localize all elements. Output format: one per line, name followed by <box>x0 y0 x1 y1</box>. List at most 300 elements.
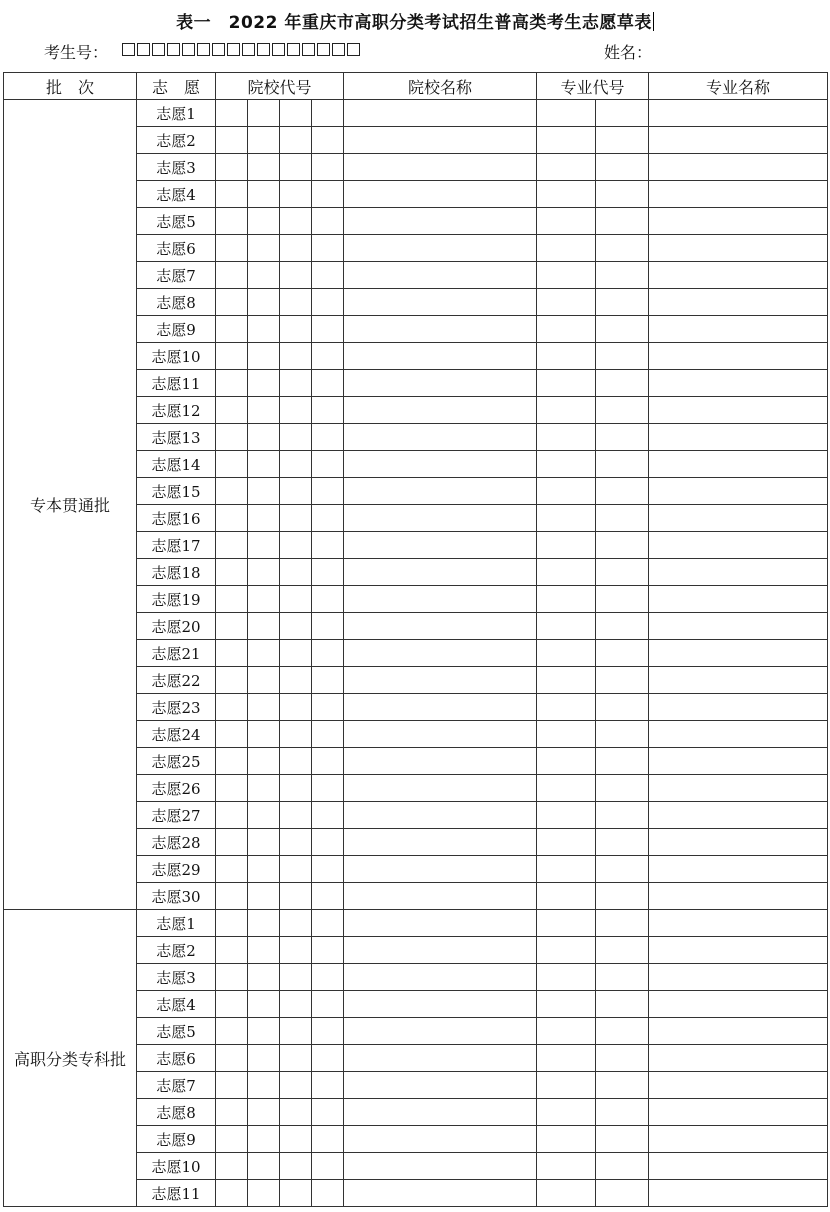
major-code-digit-2[interactable] <box>596 964 649 991</box>
major-name-cell[interactable] <box>649 829 828 856</box>
school-code-digit-2[interactable] <box>248 1126 280 1153</box>
school-code-digit-2[interactable] <box>248 451 280 478</box>
school-name-cell[interactable] <box>344 505 537 532</box>
major-code-digit-1[interactable] <box>537 1126 596 1153</box>
school-name-cell[interactable] <box>344 802 537 829</box>
school-code-digit-2[interactable] <box>248 964 280 991</box>
school-code-digit-1[interactable] <box>216 397 248 424</box>
major-code-digit-1[interactable] <box>537 343 596 370</box>
major-name-cell[interactable] <box>649 802 828 829</box>
major-code-digit-2[interactable] <box>596 667 649 694</box>
school-code-digit-1[interactable] <box>216 127 248 154</box>
major-code-digit-1[interactable] <box>537 937 596 964</box>
school-code-digit-2[interactable] <box>248 208 280 235</box>
major-code-digit-2[interactable] <box>596 235 649 262</box>
school-code-digit-1[interactable] <box>216 1045 248 1072</box>
major-name-cell[interactable] <box>649 478 828 505</box>
major-code-digit-2[interactable] <box>596 721 649 748</box>
school-code-digit-4[interactable] <box>312 370 344 397</box>
major-code-digit-1[interactable] <box>537 1099 596 1126</box>
school-code-digit-3[interactable] <box>280 1180 312 1207</box>
major-name-cell[interactable] <box>649 235 828 262</box>
major-code-digit-2[interactable] <box>596 775 649 802</box>
major-name-cell[interactable] <box>649 424 828 451</box>
school-name-cell[interactable] <box>344 910 537 937</box>
school-code-digit-2[interactable] <box>248 370 280 397</box>
major-code-digit-1[interactable] <box>537 424 596 451</box>
school-code-digit-2[interactable] <box>248 1072 280 1099</box>
school-name-cell[interactable] <box>344 424 537 451</box>
school-code-digit-1[interactable] <box>216 1072 248 1099</box>
major-code-digit-1[interactable] <box>537 1018 596 1045</box>
school-code-digit-2[interactable] <box>248 721 280 748</box>
major-name-cell[interactable] <box>649 289 828 316</box>
school-code-digit-3[interactable] <box>280 1045 312 1072</box>
school-code-digit-1[interactable] <box>216 1099 248 1126</box>
major-name-cell[interactable] <box>649 694 828 721</box>
major-name-cell[interactable] <box>649 910 828 937</box>
exam-number-digit-box[interactable] <box>257 43 270 56</box>
major-name-cell[interactable] <box>649 721 828 748</box>
major-name-cell[interactable] <box>649 154 828 181</box>
major-code-digit-1[interactable] <box>537 397 596 424</box>
major-name-cell[interactable] <box>649 748 828 775</box>
school-name-cell[interactable] <box>344 370 537 397</box>
school-code-digit-1[interactable] <box>216 829 248 856</box>
school-code-digit-2[interactable] <box>248 910 280 937</box>
school-code-digit-1[interactable] <box>216 883 248 910</box>
school-code-digit-4[interactable] <box>312 694 344 721</box>
major-code-digit-2[interactable] <box>596 829 649 856</box>
major-name-cell[interactable] <box>649 667 828 694</box>
school-code-digit-3[interactable] <box>280 640 312 667</box>
school-code-digit-1[interactable] <box>216 694 248 721</box>
school-code-digit-1[interactable] <box>216 1180 248 1207</box>
major-code-digit-1[interactable] <box>537 451 596 478</box>
school-code-digit-3[interactable] <box>280 451 312 478</box>
school-code-digit-3[interactable] <box>280 1099 312 1126</box>
major-code-digit-2[interactable] <box>596 316 649 343</box>
school-code-digit-3[interactable] <box>280 883 312 910</box>
school-code-digit-2[interactable] <box>248 613 280 640</box>
school-code-digit-4[interactable] <box>312 721 344 748</box>
major-name-cell[interactable] <box>649 856 828 883</box>
school-code-digit-3[interactable] <box>280 667 312 694</box>
school-code-digit-4[interactable] <box>312 775 344 802</box>
exam-number-digit-box[interactable] <box>167 43 180 56</box>
school-code-digit-3[interactable] <box>280 586 312 613</box>
school-code-digit-4[interactable] <box>312 856 344 883</box>
major-code-digit-2[interactable] <box>596 1099 649 1126</box>
major-code-digit-2[interactable] <box>596 559 649 586</box>
school-code-digit-1[interactable] <box>216 559 248 586</box>
major-code-digit-1[interactable] <box>537 532 596 559</box>
major-code-digit-1[interactable] <box>537 802 596 829</box>
school-code-digit-4[interactable] <box>312 289 344 316</box>
school-code-digit-3[interactable] <box>280 721 312 748</box>
school-name-cell[interactable] <box>344 856 537 883</box>
school-code-digit-4[interactable] <box>312 667 344 694</box>
major-code-digit-1[interactable] <box>537 181 596 208</box>
major-name-cell[interactable] <box>649 127 828 154</box>
major-name-cell[interactable] <box>649 181 828 208</box>
major-name-cell[interactable] <box>649 208 828 235</box>
school-name-cell[interactable] <box>344 1072 537 1099</box>
major-code-digit-1[interactable] <box>537 721 596 748</box>
exam-number-digit-box[interactable] <box>212 43 225 56</box>
major-code-digit-2[interactable] <box>596 991 649 1018</box>
major-name-cell[interactable] <box>649 262 828 289</box>
major-name-cell[interactable] <box>649 451 828 478</box>
school-code-digit-3[interactable] <box>280 1126 312 1153</box>
major-name-cell[interactable] <box>649 1180 828 1207</box>
school-name-cell[interactable] <box>344 694 537 721</box>
school-code-digit-1[interactable] <box>216 343 248 370</box>
school-code-digit-4[interactable] <box>312 883 344 910</box>
major-code-digit-2[interactable] <box>596 532 649 559</box>
school-code-digit-4[interactable] <box>312 397 344 424</box>
exam-number-digit-box[interactable] <box>317 43 330 56</box>
major-code-digit-1[interactable] <box>537 505 596 532</box>
school-name-cell[interactable] <box>344 667 537 694</box>
school-code-digit-1[interactable] <box>216 640 248 667</box>
school-code-digit-4[interactable] <box>312 235 344 262</box>
major-code-digit-2[interactable] <box>596 343 649 370</box>
major-code-digit-2[interactable] <box>596 208 649 235</box>
major-name-cell[interactable] <box>649 100 828 127</box>
school-name-cell[interactable] <box>344 586 537 613</box>
school-code-digit-3[interactable] <box>280 235 312 262</box>
school-code-digit-2[interactable] <box>248 1153 280 1180</box>
school-name-cell[interactable] <box>344 1126 537 1153</box>
school-code-digit-2[interactable] <box>248 532 280 559</box>
major-code-digit-2[interactable] <box>596 1072 649 1099</box>
major-code-digit-2[interactable] <box>596 127 649 154</box>
school-code-digit-1[interactable] <box>216 370 248 397</box>
school-code-digit-2[interactable] <box>248 478 280 505</box>
major-name-cell[interactable] <box>649 505 828 532</box>
school-name-cell[interactable] <box>344 451 537 478</box>
school-code-digit-2[interactable] <box>248 1099 280 1126</box>
school-code-digit-1[interactable] <box>216 208 248 235</box>
school-code-digit-3[interactable] <box>280 532 312 559</box>
major-code-digit-2[interactable] <box>596 181 649 208</box>
school-name-cell[interactable] <box>344 397 537 424</box>
school-code-digit-1[interactable] <box>216 667 248 694</box>
major-name-cell[interactable] <box>649 775 828 802</box>
school-code-digit-2[interactable] <box>248 289 280 316</box>
school-code-digit-2[interactable] <box>248 829 280 856</box>
major-code-digit-1[interactable] <box>537 775 596 802</box>
school-code-digit-4[interactable] <box>312 586 344 613</box>
exam-number-digit-box[interactable] <box>197 43 210 56</box>
exam-number-boxes[interactable] <box>122 43 360 56</box>
major-name-cell[interactable] <box>649 532 828 559</box>
school-code-digit-3[interactable] <box>280 775 312 802</box>
school-code-digit-3[interactable] <box>280 181 312 208</box>
school-code-digit-1[interactable] <box>216 721 248 748</box>
school-code-digit-3[interactable] <box>280 991 312 1018</box>
school-code-digit-1[interactable] <box>216 991 248 1018</box>
school-code-digit-3[interactable] <box>280 802 312 829</box>
school-code-digit-1[interactable] <box>216 964 248 991</box>
school-code-digit-3[interactable] <box>280 505 312 532</box>
school-code-digit-2[interactable] <box>248 262 280 289</box>
school-code-digit-3[interactable] <box>280 100 312 127</box>
school-code-digit-3[interactable] <box>280 910 312 937</box>
major-name-cell[interactable] <box>649 964 828 991</box>
major-code-digit-1[interactable] <box>537 289 596 316</box>
school-name-cell[interactable] <box>344 1153 537 1180</box>
major-code-digit-1[interactable] <box>537 208 596 235</box>
school-code-digit-3[interactable] <box>280 370 312 397</box>
school-code-digit-3[interactable] <box>280 154 312 181</box>
exam-number-digit-box[interactable] <box>152 43 165 56</box>
major-code-digit-1[interactable] <box>537 154 596 181</box>
major-code-digit-2[interactable] <box>596 451 649 478</box>
major-code-digit-1[interactable] <box>537 316 596 343</box>
school-code-digit-4[interactable] <box>312 964 344 991</box>
school-code-digit-2[interactable] <box>248 667 280 694</box>
major-name-cell[interactable] <box>649 1018 828 1045</box>
school-code-digit-3[interactable] <box>280 289 312 316</box>
major-name-cell[interactable] <box>649 883 828 910</box>
school-code-digit-4[interactable] <box>312 1180 344 1207</box>
school-code-digit-4[interactable] <box>312 559 344 586</box>
major-code-digit-2[interactable] <box>596 856 649 883</box>
school-code-digit-4[interactable] <box>312 1018 344 1045</box>
school-code-digit-4[interactable] <box>312 154 344 181</box>
school-code-digit-2[interactable] <box>248 1180 280 1207</box>
exam-number-digit-box[interactable] <box>332 43 345 56</box>
major-name-cell[interactable] <box>649 1072 828 1099</box>
school-code-digit-2[interactable] <box>248 154 280 181</box>
school-code-digit-4[interactable] <box>312 1126 344 1153</box>
major-code-digit-1[interactable] <box>537 613 596 640</box>
major-code-digit-2[interactable] <box>596 370 649 397</box>
major-code-digit-1[interactable] <box>537 370 596 397</box>
major-code-digit-2[interactable] <box>596 694 649 721</box>
major-code-digit-2[interactable] <box>596 586 649 613</box>
school-name-cell[interactable] <box>344 208 537 235</box>
school-code-digit-2[interactable] <box>248 1045 280 1072</box>
major-code-digit-1[interactable] <box>537 694 596 721</box>
school-code-digit-4[interactable] <box>312 748 344 775</box>
school-code-digit-4[interactable] <box>312 829 344 856</box>
school-code-digit-4[interactable] <box>312 910 344 937</box>
school-code-digit-3[interactable] <box>280 478 312 505</box>
exam-number-digit-box[interactable] <box>137 43 150 56</box>
major-code-digit-2[interactable] <box>596 397 649 424</box>
school-name-cell[interactable] <box>344 181 537 208</box>
major-code-digit-2[interactable] <box>596 100 649 127</box>
major-name-cell[interactable] <box>649 991 828 1018</box>
school-code-digit-3[interactable] <box>280 343 312 370</box>
major-code-digit-2[interactable] <box>596 1018 649 1045</box>
major-code-digit-2[interactable] <box>596 289 649 316</box>
school-code-digit-3[interactable] <box>280 1153 312 1180</box>
major-code-digit-2[interactable] <box>596 883 649 910</box>
exam-number-digit-box[interactable] <box>287 43 300 56</box>
school-name-cell[interactable] <box>344 613 537 640</box>
school-name-cell[interactable] <box>344 964 537 991</box>
school-code-digit-1[interactable] <box>216 424 248 451</box>
school-code-digit-1[interactable] <box>216 1018 248 1045</box>
major-code-digit-1[interactable] <box>537 640 596 667</box>
major-code-digit-2[interactable] <box>596 262 649 289</box>
school-code-digit-3[interactable] <box>280 316 312 343</box>
school-code-digit-4[interactable] <box>312 451 344 478</box>
major-code-digit-2[interactable] <box>596 613 649 640</box>
school-code-digit-3[interactable] <box>280 964 312 991</box>
school-name-cell[interactable] <box>344 127 537 154</box>
major-code-digit-1[interactable] <box>537 910 596 937</box>
school-code-digit-2[interactable] <box>248 100 280 127</box>
major-code-digit-2[interactable] <box>596 640 649 667</box>
major-name-cell[interactable] <box>649 370 828 397</box>
major-code-digit-1[interactable] <box>537 1045 596 1072</box>
major-code-digit-2[interactable] <box>596 154 649 181</box>
exam-number-digit-box[interactable] <box>122 43 135 56</box>
school-code-digit-1[interactable] <box>216 910 248 937</box>
school-code-digit-3[interactable] <box>280 937 312 964</box>
major-code-digit-2[interactable] <box>596 748 649 775</box>
school-code-digit-3[interactable] <box>280 829 312 856</box>
school-code-digit-4[interactable] <box>312 208 344 235</box>
exam-number-digit-box[interactable] <box>227 43 240 56</box>
school-code-digit-2[interactable] <box>248 802 280 829</box>
school-code-digit-2[interactable] <box>248 991 280 1018</box>
major-code-digit-1[interactable] <box>537 748 596 775</box>
major-code-digit-2[interactable] <box>596 1045 649 1072</box>
school-name-cell[interactable] <box>344 235 537 262</box>
major-code-digit-2[interactable] <box>596 910 649 937</box>
exam-number-digit-box[interactable] <box>242 43 255 56</box>
school-name-cell[interactable] <box>344 262 537 289</box>
major-code-digit-1[interactable] <box>537 586 596 613</box>
major-code-digit-2[interactable] <box>596 478 649 505</box>
major-code-digit-1[interactable] <box>537 127 596 154</box>
major-code-digit-1[interactable] <box>537 829 596 856</box>
school-code-digit-1[interactable] <box>216 478 248 505</box>
school-name-cell[interactable] <box>344 1045 537 1072</box>
school-name-cell[interactable] <box>344 721 537 748</box>
school-code-digit-3[interactable] <box>280 208 312 235</box>
major-code-digit-1[interactable] <box>537 100 596 127</box>
school-code-digit-1[interactable] <box>216 532 248 559</box>
school-code-digit-2[interactable] <box>248 883 280 910</box>
school-code-digit-1[interactable] <box>216 235 248 262</box>
school-name-cell[interactable] <box>344 478 537 505</box>
school-name-cell[interactable] <box>344 316 537 343</box>
school-code-digit-3[interactable] <box>280 856 312 883</box>
school-code-digit-1[interactable] <box>216 262 248 289</box>
school-code-digit-2[interactable] <box>248 1018 280 1045</box>
school-name-cell[interactable] <box>344 883 537 910</box>
school-code-digit-2[interactable] <box>248 397 280 424</box>
major-name-cell[interactable] <box>649 640 828 667</box>
major-name-cell[interactable] <box>649 613 828 640</box>
school-code-digit-4[interactable] <box>312 991 344 1018</box>
exam-number-digit-box[interactable] <box>272 43 285 56</box>
school-name-cell[interactable] <box>344 748 537 775</box>
school-code-digit-1[interactable] <box>216 802 248 829</box>
school-code-digit-2[interactable] <box>248 640 280 667</box>
school-name-cell[interactable] <box>344 559 537 586</box>
school-code-digit-4[interactable] <box>312 505 344 532</box>
school-code-digit-2[interactable] <box>248 748 280 775</box>
school-code-digit-4[interactable] <box>312 1072 344 1099</box>
major-code-digit-1[interactable] <box>537 235 596 262</box>
exam-number-digit-box[interactable] <box>302 43 315 56</box>
school-code-digit-1[interactable] <box>216 316 248 343</box>
school-code-digit-2[interactable] <box>248 316 280 343</box>
major-code-digit-2[interactable] <box>596 1126 649 1153</box>
school-code-digit-4[interactable] <box>312 1099 344 1126</box>
school-code-digit-2[interactable] <box>248 127 280 154</box>
school-code-digit-4[interactable] <box>312 478 344 505</box>
major-code-digit-1[interactable] <box>537 1153 596 1180</box>
major-code-digit-1[interactable] <box>537 1180 596 1207</box>
school-code-digit-4[interactable] <box>312 127 344 154</box>
school-code-digit-4[interactable] <box>312 532 344 559</box>
school-code-digit-1[interactable] <box>216 289 248 316</box>
school-code-digit-4[interactable] <box>312 613 344 640</box>
school-code-digit-3[interactable] <box>280 397 312 424</box>
school-code-digit-2[interactable] <box>248 775 280 802</box>
school-code-digit-3[interactable] <box>280 1018 312 1045</box>
major-code-digit-1[interactable] <box>537 1072 596 1099</box>
major-name-cell[interactable] <box>649 586 828 613</box>
school-name-cell[interactable] <box>344 1099 537 1126</box>
major-code-digit-1[interactable] <box>537 991 596 1018</box>
school-code-digit-2[interactable] <box>248 559 280 586</box>
school-name-cell[interactable] <box>344 343 537 370</box>
major-name-cell[interactable] <box>649 1153 828 1180</box>
major-code-digit-2[interactable] <box>596 505 649 532</box>
school-code-digit-1[interactable] <box>216 613 248 640</box>
school-code-digit-4[interactable] <box>312 1153 344 1180</box>
school-name-cell[interactable] <box>344 829 537 856</box>
school-code-digit-2[interactable] <box>248 856 280 883</box>
school-code-digit-4[interactable] <box>312 1045 344 1072</box>
school-name-cell[interactable] <box>344 154 537 181</box>
school-code-digit-4[interactable] <box>312 262 344 289</box>
major-code-digit-2[interactable] <box>596 1153 649 1180</box>
school-name-cell[interactable] <box>344 289 537 316</box>
school-name-cell[interactable] <box>344 775 537 802</box>
major-code-digit-2[interactable] <box>596 802 649 829</box>
school-code-digit-2[interactable] <box>248 235 280 262</box>
major-name-cell[interactable] <box>649 1099 828 1126</box>
school-code-digit-3[interactable] <box>280 748 312 775</box>
major-code-digit-1[interactable] <box>537 262 596 289</box>
school-code-digit-3[interactable] <box>280 694 312 721</box>
school-code-digit-3[interactable] <box>280 613 312 640</box>
major-name-cell[interactable] <box>649 937 828 964</box>
school-code-digit-4[interactable] <box>312 100 344 127</box>
major-code-digit-1[interactable] <box>537 964 596 991</box>
school-code-digit-1[interactable] <box>216 1153 248 1180</box>
school-code-digit-3[interactable] <box>280 1072 312 1099</box>
school-name-cell[interactable] <box>344 100 537 127</box>
school-code-digit-4[interactable] <box>312 802 344 829</box>
school-code-digit-4[interactable] <box>312 343 344 370</box>
school-code-digit-1[interactable] <box>216 856 248 883</box>
major-name-cell[interactable] <box>649 1126 828 1153</box>
school-code-digit-1[interactable] <box>216 154 248 181</box>
exam-number-digit-box[interactable] <box>347 43 360 56</box>
